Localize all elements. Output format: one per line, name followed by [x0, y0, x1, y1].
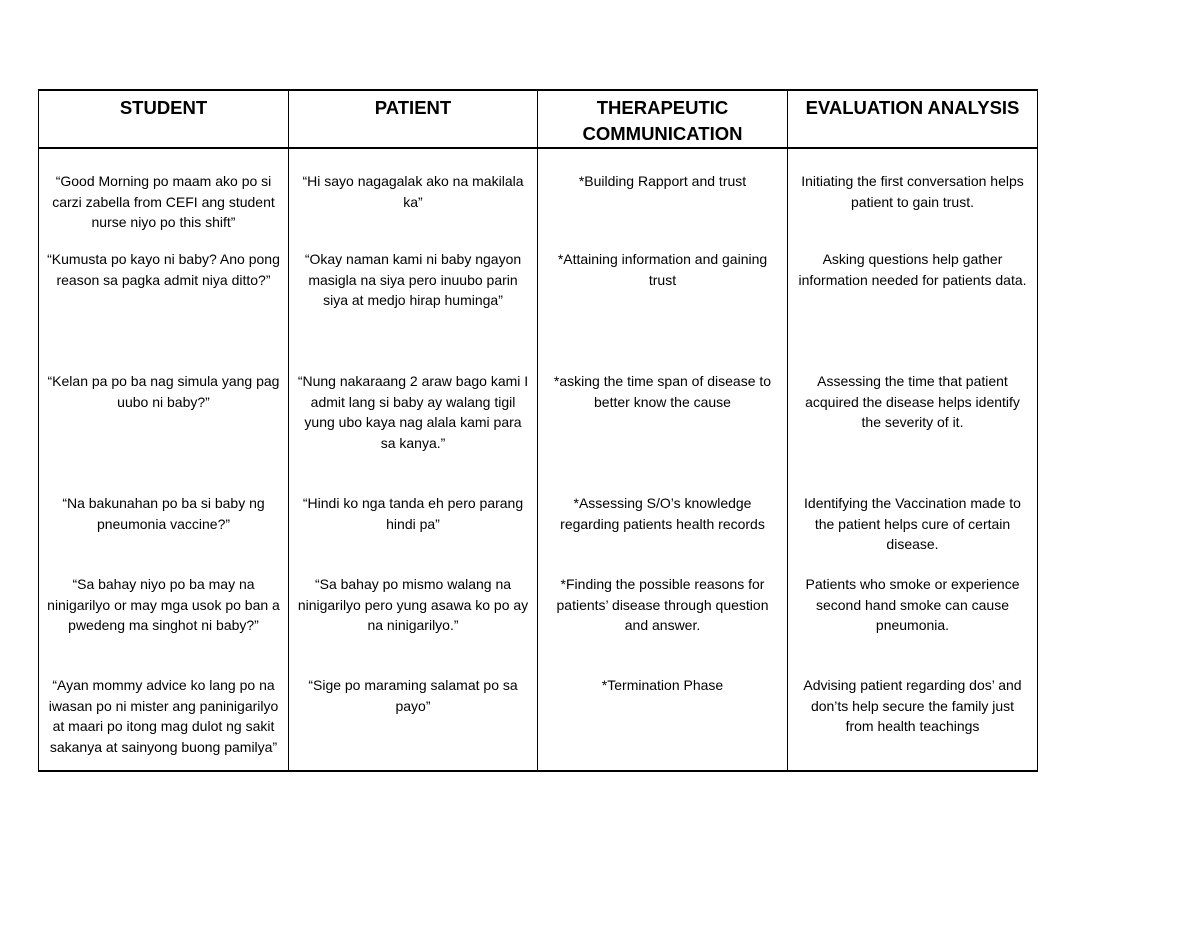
student-cell: “Good Morning po maam ako po si carzi zabella from CEFI ang student nurse niyo po this shift” [39, 148, 289, 249]
patient-cell: “Nung nakaraang 2 araw bago kami I admit lang si baby ay walang tigil yung ubo kaya nag alala kami para sa kanya.” [289, 371, 538, 493]
patient-cell: “Hi sayo nagagalak ako na makilala ka” [289, 148, 538, 249]
communication-table [38, 89, 1038, 772]
table-row [39, 148, 1038, 249]
student-cell: “Kelan pa po ba nag simula yang pag uubo ni baby?” [39, 371, 289, 493]
patient-cell: “Hindi ko nga tanda eh pero parang hindi pa” [289, 493, 538, 574]
patient-cell: “Okay naman kami ni baby ngayon masigla na siya pero inuubo parin siya at medjo hirap huminga” [289, 249, 538, 371]
therapeutic-cell: *Building Rapport and trust [538, 148, 788, 249]
patient-cell: “Sige po maraming salamat po sa payo” [289, 675, 538, 771]
evaluation-cell: Initiating the first conversation helps patient to gain trust. [788, 148, 1038, 249]
header-row [39, 90, 1038, 148]
evaluation-cell: Advising patient regarding dos’ and don’ts help secure the family just from health teachings [788, 675, 1038, 771]
therapeutic-cell: *Assessing S/O’s knowledge regarding patients health records [538, 493, 788, 574]
header-evaluation-analysis: EVALUATION ANALYSIS [788, 90, 1038, 148]
therapeutic-cell: *asking the time span of disease to better know the cause [538, 371, 788, 493]
table-row [39, 574, 1038, 675]
header-therapeutic-communication: THERAPEUTIC COMMUNICATION [538, 90, 788, 148]
therapeutic-cell: *Finding the possible reasons for patients’ disease through question and answer. [538, 574, 788, 675]
evaluation-cell: Identifying the Vaccination made to the patient helps cure of certain disease. [788, 493, 1038, 574]
header-patient: PATIENT [289, 90, 538, 148]
student-cell: “Na bakunahan po ba si baby ng pneumonia vaccine?” [39, 493, 289, 574]
table-row [39, 371, 1038, 493]
student-cell: “Ayan mommy advice ko lang po na iwasan po ni mister ang paninigarilyo at maari po itong mag dulot ng sakit sakanya at sainyong buong pamilya” [39, 675, 289, 771]
student-cell: “Kumusta po kayo ni baby? Ano pong reason sa pagka admit niya ditto?” [39, 249, 289, 371]
patient-cell: “Sa bahay po mismo walang na ninigarilyo pero yung asawa ko po ay na ninigarilyo.” [289, 574, 538, 675]
table-row [39, 249, 1038, 371]
student-cell: “Sa bahay niyo po ba may na ninigarilyo or may mga usok po ban a pwedeng ma singhot ni baby?” [39, 574, 289, 675]
table-row [39, 493, 1038, 574]
evaluation-cell: Assessing the time that patient acquired the disease helps identify the severity of it. [788, 371, 1038, 493]
evaluation-cell: Patients who smoke or experience second hand smoke can cause pneumonia. [788, 574, 1038, 675]
header-student: STUDENT [39, 90, 289, 148]
therapeutic-cell: *Attaining information and gaining trust [538, 249, 788, 371]
table-row [39, 675, 1038, 771]
therapeutic-cell: *Termination Phase [538, 675, 788, 771]
evaluation-cell: Asking questions help gather information needed for patients data. [788, 249, 1038, 371]
